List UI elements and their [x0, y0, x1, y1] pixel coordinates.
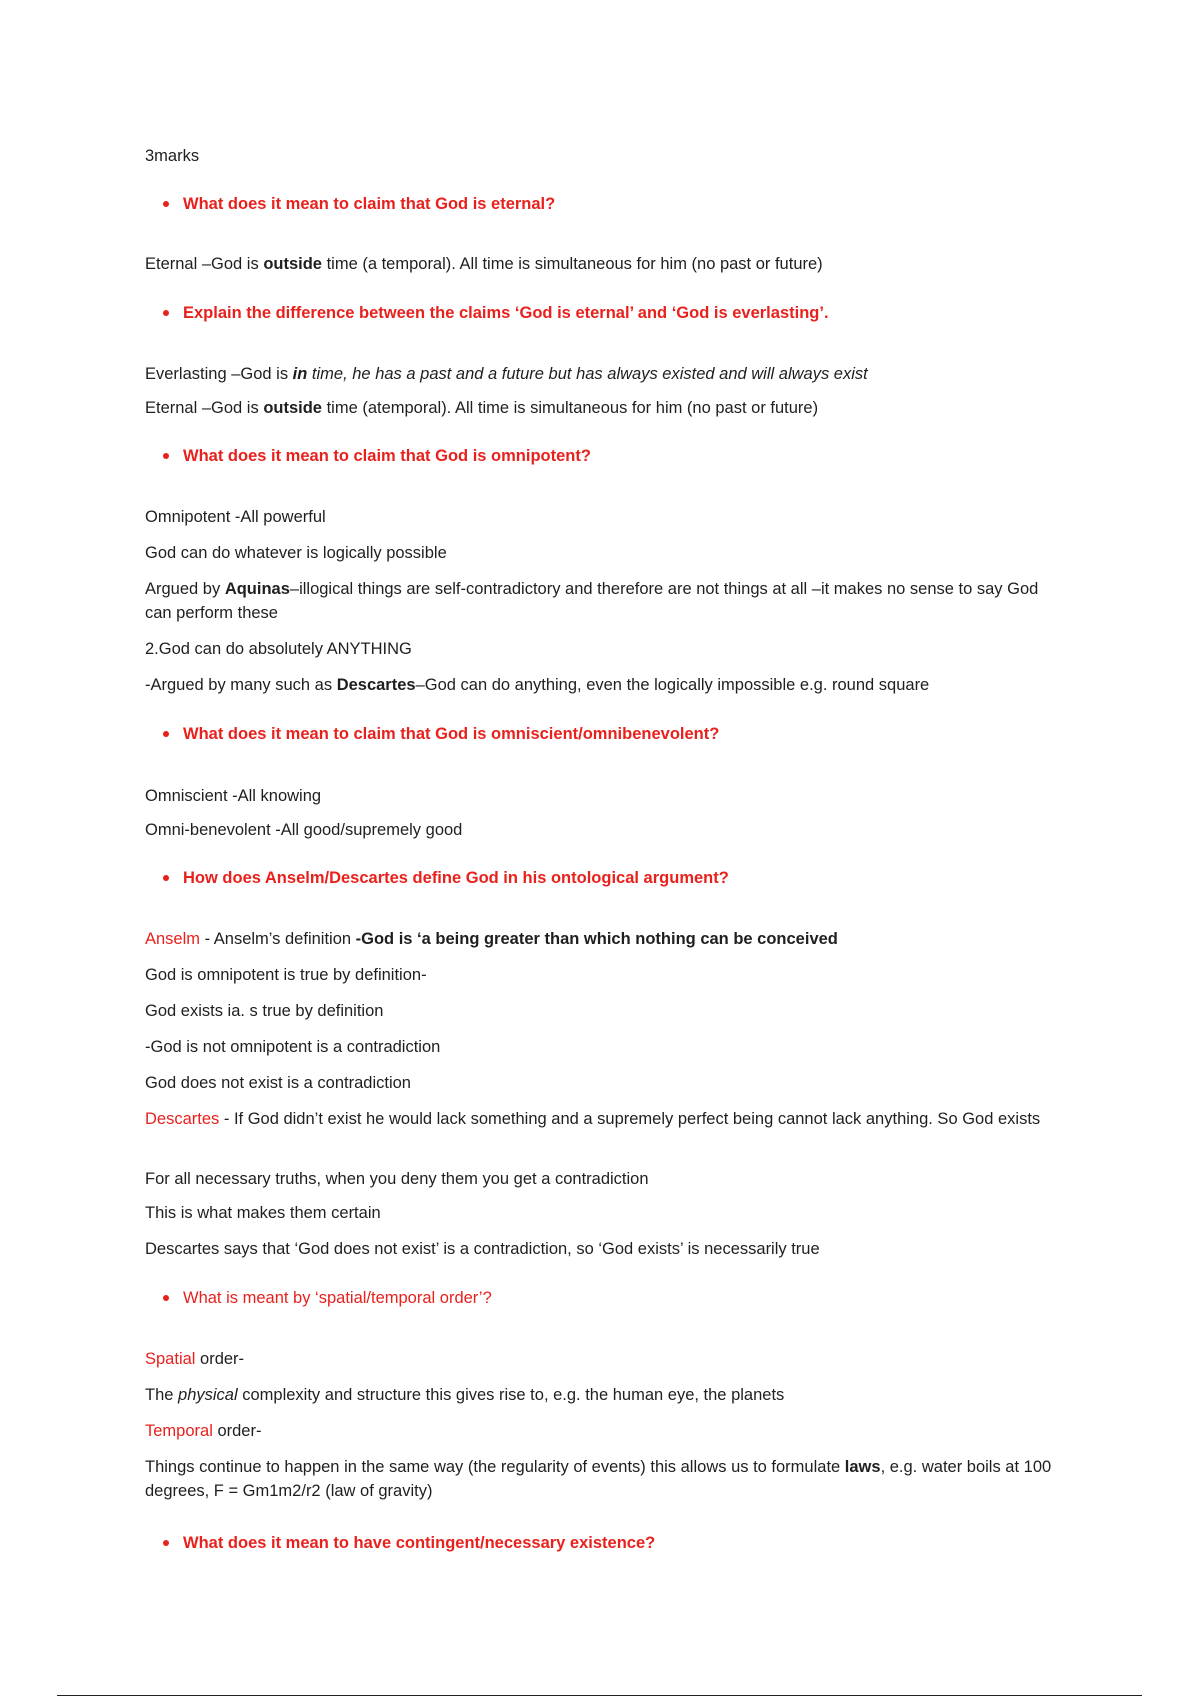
bullet-icon — [163, 310, 169, 316]
descartes-line-4: Descartes says that ‘God does not exist’ is a contradiction, so ‘God exists’ is necessarily true — [145, 1240, 820, 1258]
marks-label: 3marks — [145, 147, 200, 165]
omnipotent-line-4: 2.God can do absolutely ANYTHING — [145, 640, 412, 658]
eternal-definition-2: Eternal –God is outside time (atemporal). All time is simultaneous for him (no past or future) — [145, 399, 819, 417]
question-2: Explain the difference between the claims ‘God is eternal’ and ‘God is everlasting’. — [183, 301, 1063, 325]
eternal-definition: Eternal –God is outside time (a temporal). All time is simultaneous for him (no past or future) — [145, 255, 823, 273]
spatial-order-label: Spatial order- — [145, 1350, 245, 1368]
question-3: What does it mean to claim that God is omnipotent? — [183, 444, 1063, 468]
physical-complexity-line: The physical complexity and structure this gives rise to, e.g. the human eye, the planets — [145, 1386, 785, 1404]
page-bottom-rule — [57, 1695, 1142, 1696]
bullet-icon — [163, 1295, 169, 1301]
descartes-line-2: For all necessary truths, when you deny them you get a contradiction — [145, 1170, 649, 1188]
omnipotent-line-5: -Argued by many such as Descartes–God can do anything, even the logically impossible e.g. round square — [145, 676, 930, 694]
anselm-line-4: -God is not omnipotent is a contradiction — [145, 1038, 441, 1056]
question-7: What does it mean to have contingent/necessary existence? — [183, 1531, 1063, 1555]
descartes-definition: Descartes - If God didn’t exist he would lack something and a supremely perfect being cannot lack anything. So God exists — [145, 1110, 1041, 1128]
question-6: What is meant by ‘spatial/temporal order’? — [183, 1286, 1063, 1310]
question-4: What does it mean to claim that God is omniscient/omnibenevolent? — [183, 722, 1063, 746]
omnibenevolent-line: Omni-benevolent -All good/supremely good — [145, 821, 463, 839]
descartes-line-3: This is what makes them certain — [145, 1204, 381, 1222]
regularity-line: Things continue to happen in the same way (the regularity of events) this allows us to formulate laws, e.g. water boils at 100 degrees, F = Gm1m2/r2 (law of gravity) — [145, 1458, 1052, 1500]
anselm-line-2: God is omnipotent is true by definition- — [145, 966, 427, 984]
anselm-line-5: God does not exist is a contradiction — [145, 1074, 411, 1092]
anselm-line-3: God exists ia. s true by definition — [145, 1002, 384, 1020]
bullet-icon — [163, 731, 169, 737]
anselm-definition: Anselm - Anselm’s definition -God is ‘a being greater than which nothing can be conceived — [145, 930, 838, 948]
question-1: What does it mean to claim that God is eternal? — [183, 192, 1063, 216]
bullet-icon — [163, 875, 169, 881]
everlasting-definition: Everlasting –God is in time, he has a past and a future but has always existed and will always exist — [145, 365, 868, 383]
bullet-icon — [163, 1540, 169, 1546]
bullet-icon — [163, 201, 169, 207]
omnipotent-line-1: Omnipotent -All powerful — [145, 508, 326, 526]
omniscient-line: Omniscient -All knowing — [145, 787, 322, 805]
temporal-order-label: Temporal order- — [145, 1422, 262, 1440]
omnipotent-line-2: God can do whatever is logically possible — [145, 544, 447, 562]
bullet-icon — [163, 453, 169, 459]
question-5: How does Anselm/Descartes define God in his ontological argument? — [183, 866, 1063, 890]
omnipotent-line-3: Argued by Aquinas–illogical things are self-contradictory and therefore are not things at all –it makes no sense to say God can perform these — [145, 580, 1039, 622]
